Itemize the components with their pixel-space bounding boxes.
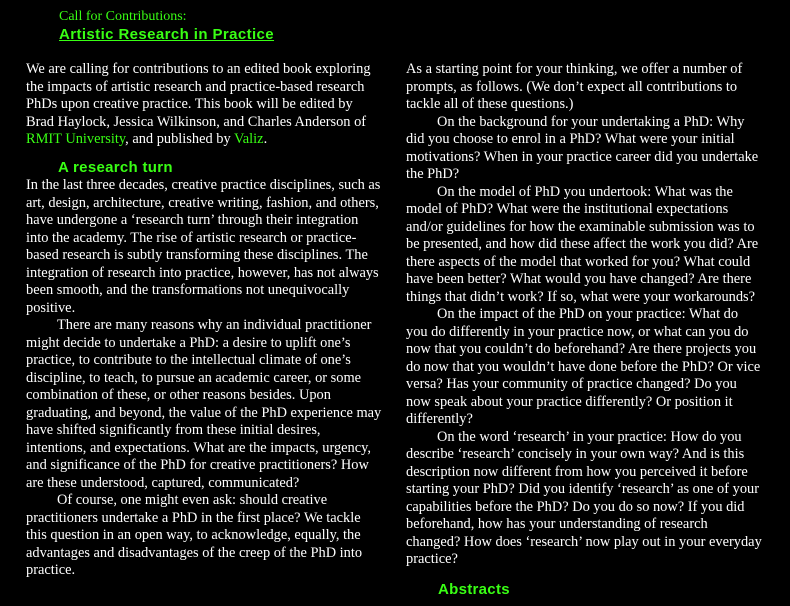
right-column	[406, 61, 763, 599]
prompt-impact: On the impact of the PhD on your practice: What do you do differently in your practice now, or what can you do now that you couldn’t do beforehand? Are there projects you do now that you wouldn’t have done before the PhD? Or vice versa? Has your community of practice changed? Do you now speak about your practice differently? Or position it differently?	[406, 306, 761, 427]
left-column	[26, 61, 384, 580]
research-turn-heading: A research turn	[58, 158, 173, 176]
research-turn-paragraph-1: In the last three decades, creative practice disciplines, such as art, design, architecture, creative writing, fashion, and others, have undergone a ‘research turn’ through their integration into the academy. The rise of artistic research or practice-based research is subtly transforming these disciplines. The integration of research into practice, however, has not always been smooth, and the transformations not unequivocally positive.	[26, 177, 381, 316]
research-turn-paragraph-2: There are many reasons why an individual practitioner might decide to undertake a PhD: a desire to uplift one’s practice, to contribute to the intellectual climate of one’s discipline, to teach, to pursue an academic career, or some combination of these, or other reasons besides. Upon graduating, and beyond, the value of the PhD experience may have shifted significantly from these initial desires, intentions, and expectations. What are the impacts, urgency, and significance of the PhD for creative practitioners? How are these understood, captured, communicated?	[26, 317, 382, 491]
intro-text-after: .	[263, 131, 268, 147]
research-turn-paragraph-3: Of course, one might even ask: should creative practitioners undertake a PhD in the first place? We tackle this question in an open way, to acknowledge, equally, the advantages and disadvantages of the creep of the PhD into practice.	[26, 492, 363, 578]
prompt-model: On the model of PhD you undertook: What was the model of PhD? What were the institutional expectations and/or guidelines for how the examinable submission was to be presented, and how did these affect the work you did? Are there aspects of the model that worked for you? What could have been better? What would you have changed? Are there things that didn’t work? If so, what were your workarounds?	[406, 183, 759, 305]
prompt-background: On the background for your undertaking a PhD: Why did you choose to enrol in a PhD? What were your initial motivations? When in your practice career did you undertake the PhD?	[406, 113, 759, 182]
intro-paragraph	[26, 61, 384, 149]
prompts-intro: As a starting point for your thinking, we offer a number of prompts, as follows. (We don’t expect all contributions to tackle all of these questions.)	[406, 61, 743, 112]
page-title: Artistic Research in Practice	[59, 26, 275, 43]
rmit-link[interactable]: RMIT University	[26, 131, 126, 147]
intro-text-middle: , and published by	[125, 131, 234, 147]
prompt-research-word: On the word ‘research’ in your practice: How do you describe ‘research’ concisely in your own way? And is this description now different from how you perceived it before starting your PhD? Did you identify ‘research’ as one of your capabilities before the PhD? Do you do so now? If you did beforehand, how has your understanding of research changed? How does ‘research’ now play out in your everyday practice?	[406, 428, 762, 567]
intro-text-before: We are calling for contributions to an edited book exploring the impacts of artistic research and practice-based research PhDs upon creative practice. This book will be edited by Brad Haylock, Jessica Wilkinson, and Charles Anderson of	[26, 61, 371, 130]
call-kicker: Call for Contributions:	[59, 9, 187, 24]
abstracts-heading: Abstracts	[438, 580, 510, 598]
valiz-link[interactable]: Valiz	[234, 131, 264, 147]
